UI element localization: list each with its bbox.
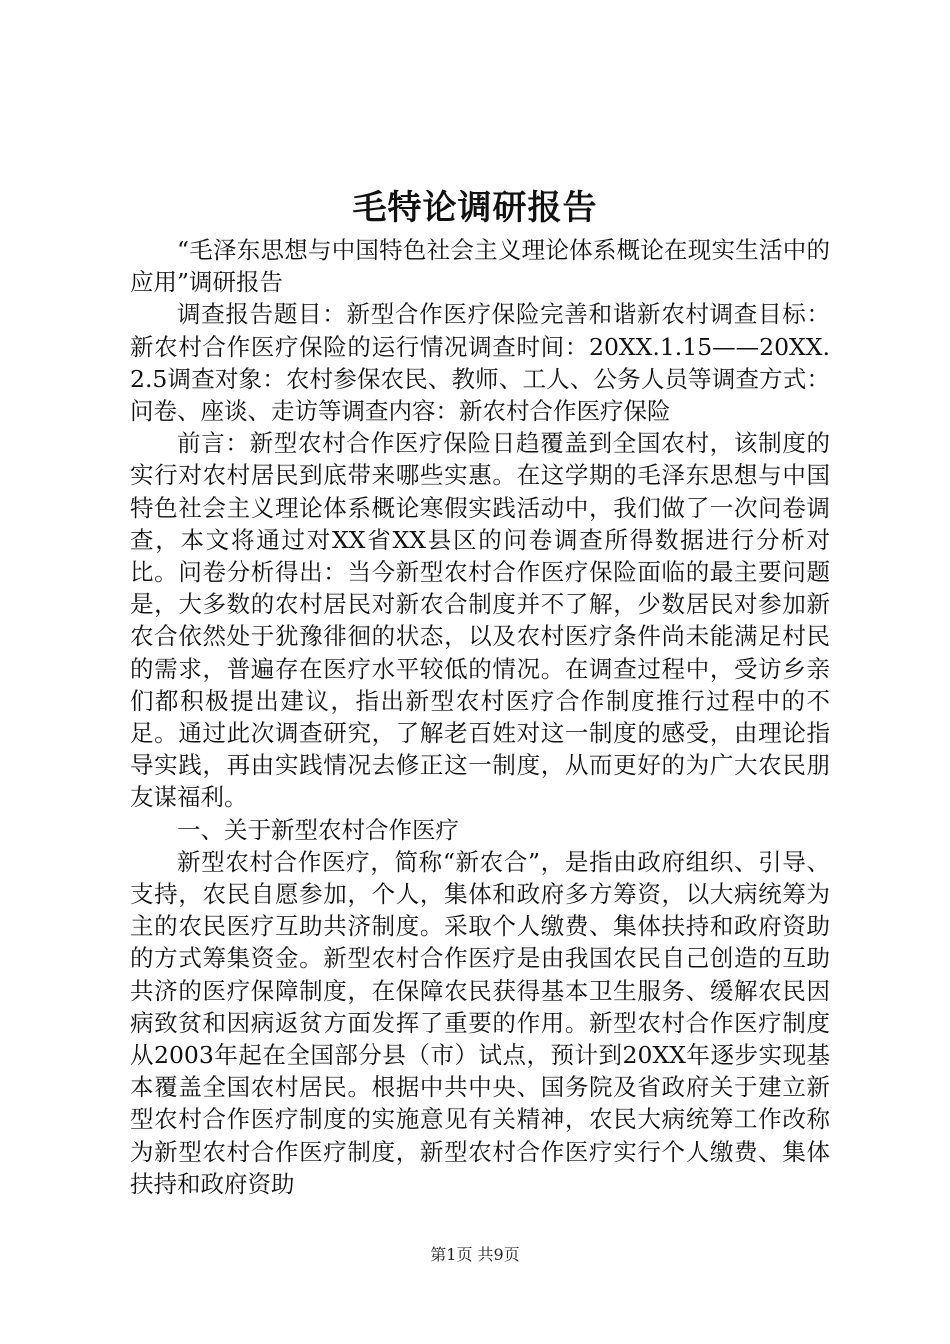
paragraph-subtitle: “毛泽东思想与中国特色社会主义理论体系概论在现实生活中的应用”调研报告 <box>130 236 830 297</box>
paragraph-preface: 前言：新型农村合作医疗保险日趋覆盖到全国农村，该制度的实行对农村居民到底带来哪些实惠。在这学期的毛泽东思想与中国特色社会主义理论体系概论寒假实践活动中，我们做了一次问卷调查，本文将通过对XX省XX县区的问卷调查所得数据进行分析对比。问卷分析得出：当今新型农村合作医疗保险面临的最主要问题是，大多数的农村居民对新农合制度并不了解，少数居民对参加新农合依然处于犹豫徘徊的状态，以及农村医疗条件尚未能满足村民的需求，普遍存在医疗水平较低的情况。在调查过程中，受访乡亲们都积极提出建议，指出新型农村医疗合作制度推行过程中的不足。通过此次调查研究，了解老百姓对这一制度的感受，由理论指导实践，再由实践情况去修正这一制度，从而更好的为广大农民朋友谋福利。 <box>130 429 830 812</box>
paragraph-survey-info: 调查报告题目：新型合作医疗保险完善和谐新农村调查目标：新农村合作医疗保险的运行情况调查时间：20XX.1.15——20XX.2.5调查对象：农村参保农民、教师、工人、公务人员等调查方式：问卷、座谈、走访等调查内容：新农村合作医疗保险 <box>130 300 830 426</box>
document-body <box>130 234 830 1200</box>
document-title: 毛特论调研报告 <box>352 188 598 228</box>
paragraph-section-body: 新型农村合作医疗，简称“新农合”，是指由政府组织、引导、支持，农民自愿参加，个人，集体和政府多方筹资，以大病统筹为主的农民医疗互助共济制度。采取个人缴费、集体扶持和政府资助的方式筹集资金。新型农村合作医疗是由我国农民自己创造的互助共济的医疗保障制度，在保障农民获得基本卫生服务、缓解农民因病致贫和因病返贫方面发挥了重要的作用。新型农村合作医疗制度从2003年起在全国部分县（市）试点，预计到20XX年逐步实现基本覆盖全国农村居民。根据中共中央、国务院及省政府关于建立新型农村合作医疗制度的实施意见有关精神，农民大病统筹工作改称为新型农村合作医疗制度，新型农村合作医疗实行个人缴费、集体扶持和政府资助 <box>130 847 830 1198</box>
page-number: 第1页 共9页 <box>430 1245 520 1264</box>
section-heading: 一、关于新型农村合作医疗 <box>177 815 459 844</box>
